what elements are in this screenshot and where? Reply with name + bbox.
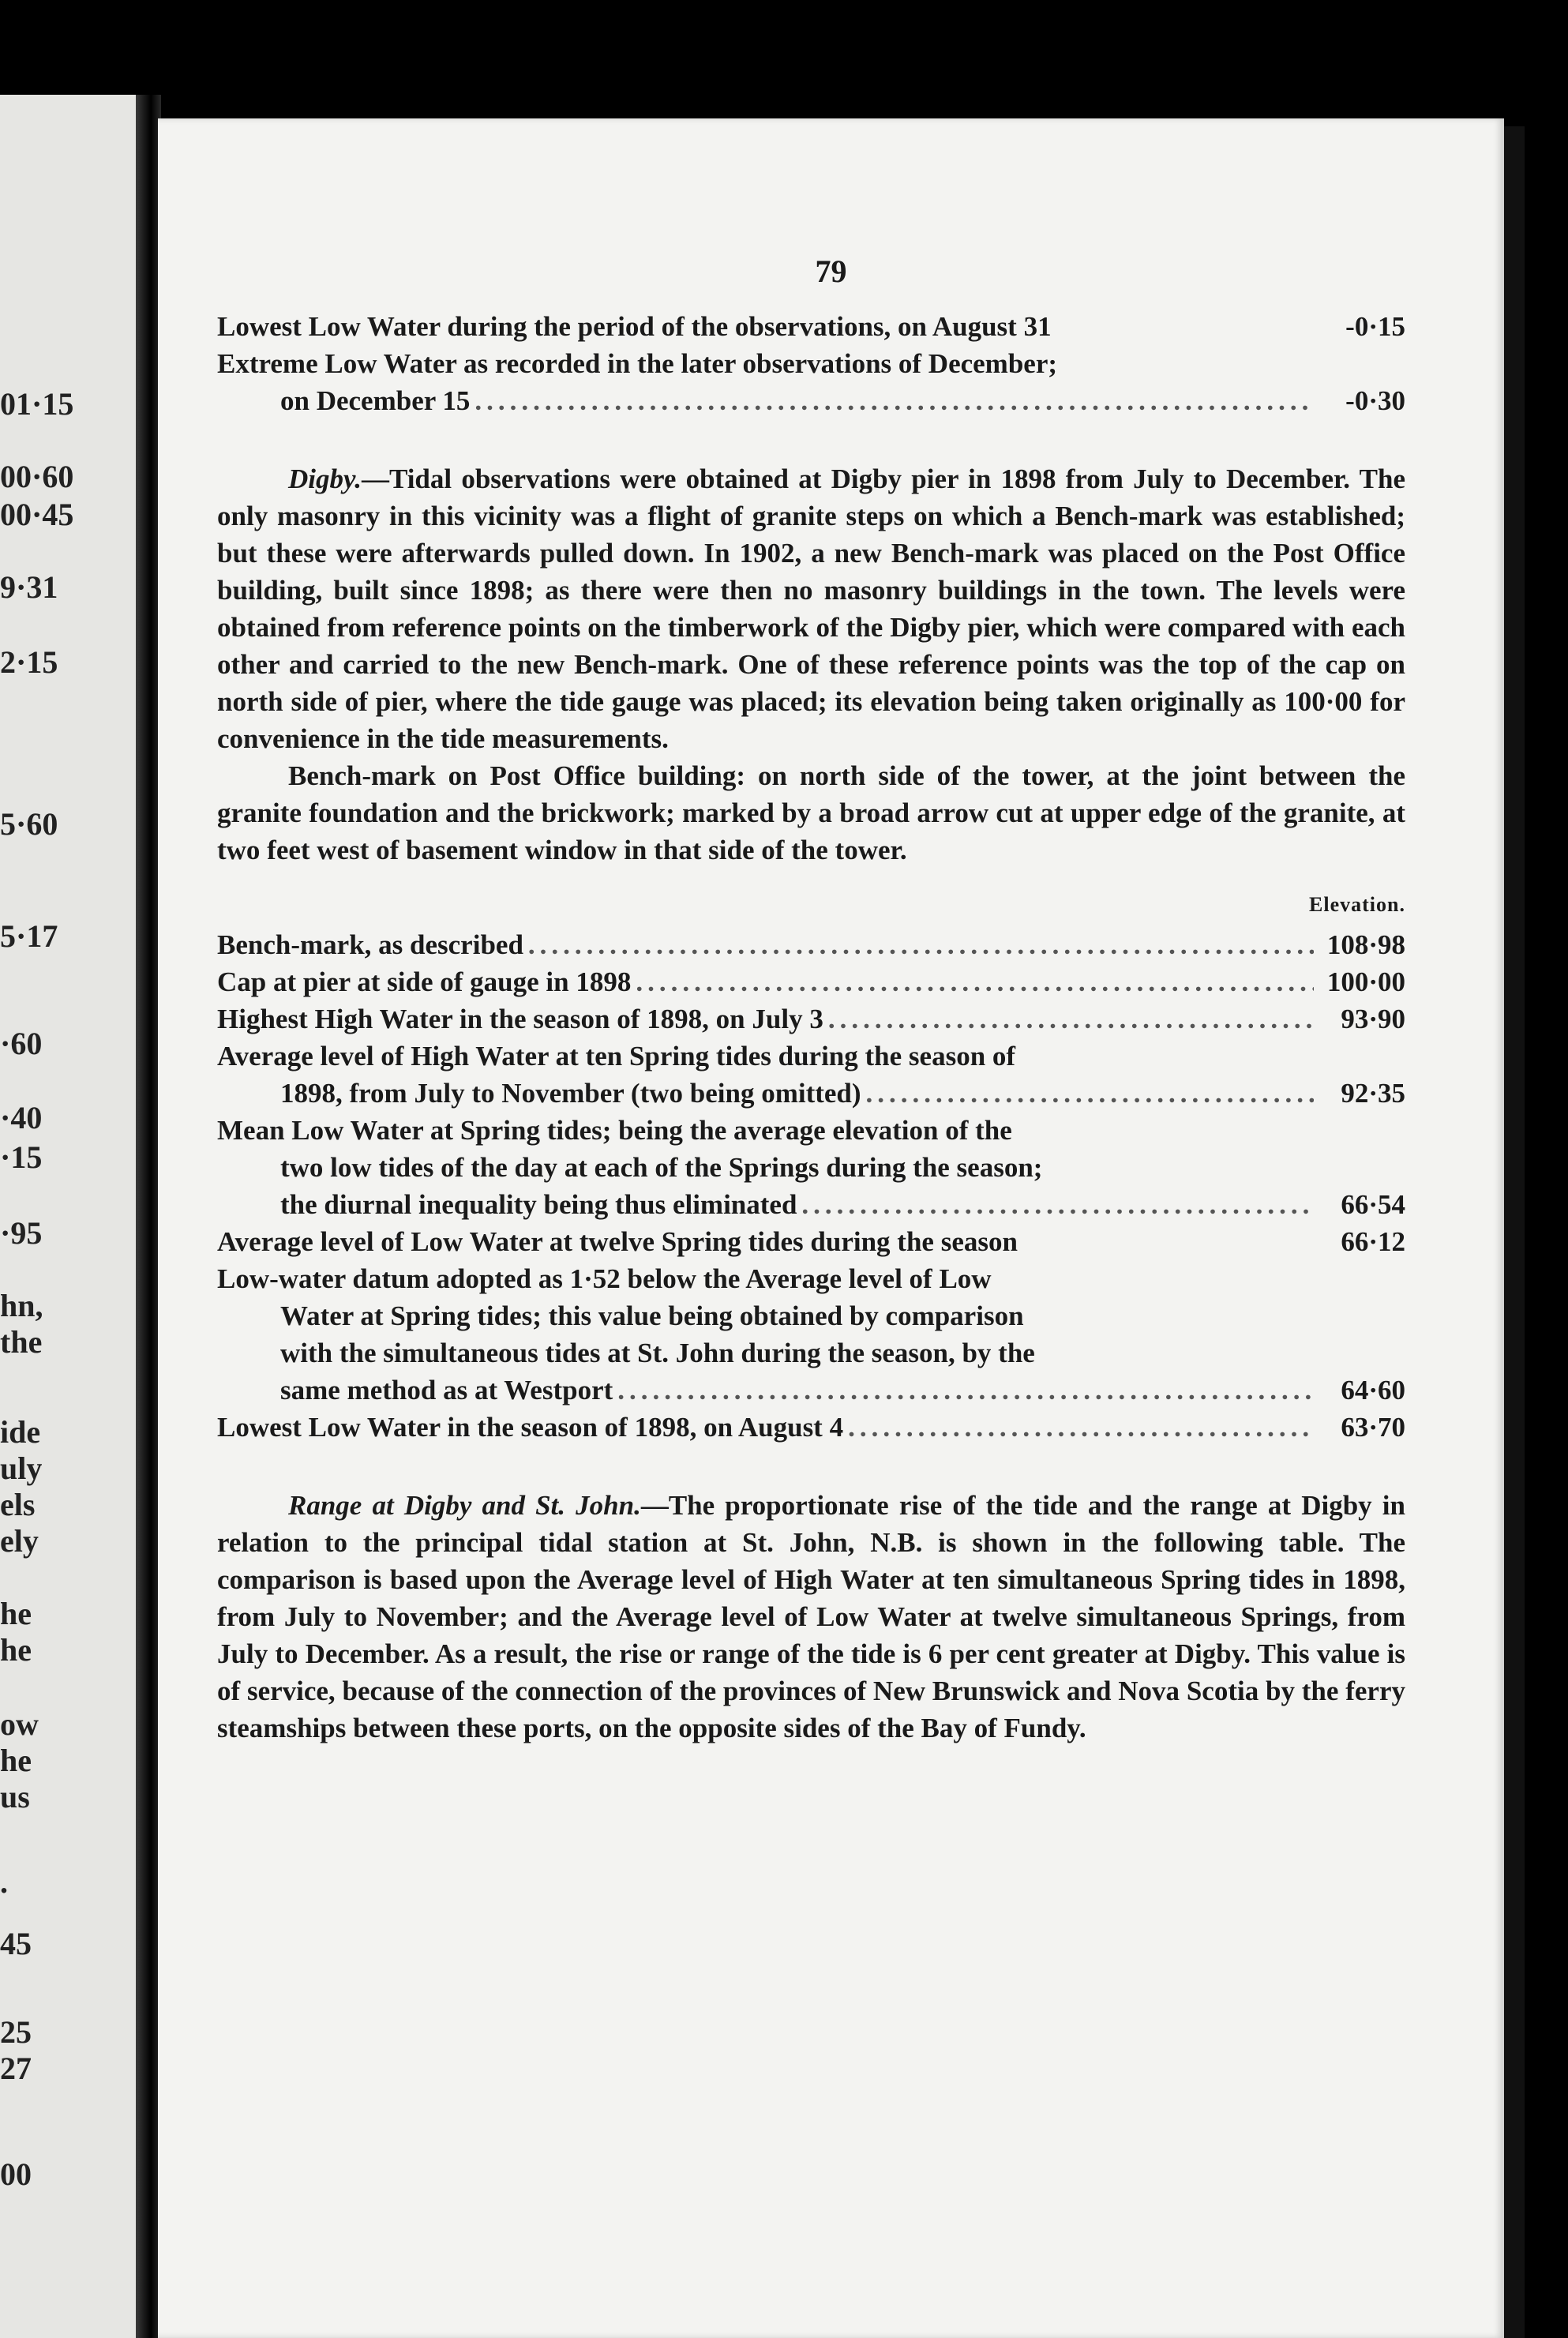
margin-fragment: ·15 (0, 1139, 43, 1175)
margin-fragment: he (0, 1632, 32, 1668)
margin-fragment: ·95 (0, 1215, 43, 1251)
margin-fragment: ow (0, 1706, 39, 1742)
range-text: —The proportionate rise of the tide and the range at Digby in relation to the principal tidal station at St. John, N.B. is shown in the following table. The comparison is based upon the Average level of High Water at ten simultaneous Spring tides in 1898, from July to November; and the Average level of Low Water at twelve simultaneous Springs, from July to December. As a result, the rise or range of the tide is 6 per cent greater at Digby. This value is of service, because of the connection of the provinces of New Brunswick and Nova Scotia by the ferry steamships between these ports, on the opposite sides of the Bay of Fundy. (217, 1490, 1405, 1743)
elevation-row-line (217, 1297, 1405, 1334)
row-label: on December 15 (280, 385, 471, 416)
dot-leader (528, 926, 1314, 963)
margin-fragment: ely (0, 1523, 39, 1559)
margin-fragment: 00 (0, 2156, 32, 2192)
elevation-row-line (217, 1334, 1405, 1372)
row-label: Highest High Water in the season of 1898, on July 3 (217, 1004, 823, 1034)
margin-fragment: ide (0, 1414, 41, 1450)
elevation-header: Elevation. (1309, 893, 1405, 916)
page-content (217, 308, 1405, 1747)
extreme-low-water-row (217, 345, 1405, 382)
margin-fragment: us (0, 1779, 30, 1814)
margin-fragment: the (0, 1324, 43, 1360)
dot-leader (475, 382, 1314, 419)
margin-fragment: 27 (0, 2051, 32, 2086)
row-value: 92·35 (1341, 1078, 1405, 1109)
margin-fragment: 5·60 (0, 806, 58, 842)
row-label: same method as at Westport (280, 1375, 613, 1405)
margin-fragment: hn, (0, 1288, 43, 1323)
elevation-row (217, 963, 1405, 1000)
elevation-row-cont (217, 1075, 1405, 1112)
margin-fragment: 25 (0, 2014, 32, 2050)
row-label: with the simultaneous tides at St. John during the season, by the (280, 1338, 1035, 1368)
row-label: Cap at pier at side of gauge in 1898 (217, 966, 632, 997)
row-value: -0·30 (1345, 385, 1405, 416)
row-value: 108·98 (1326, 929, 1405, 960)
page-number: 79 (815, 253, 847, 289)
elevation-row (217, 926, 1405, 963)
elevation-row (217, 1409, 1405, 1446)
margin-fragment: els (0, 1487, 36, 1522)
margin-fragment: 2·15 (0, 644, 58, 680)
elevation-row-cont (217, 1186, 1405, 1223)
row-value: -0·15 (1345, 311, 1405, 342)
row-value: 100·00 (1326, 966, 1405, 997)
row-label: Lowest Low Water in the season of 1898, on August 4 (217, 1412, 844, 1443)
elevation-row (217, 1000, 1405, 1038)
margin-fragment: 00·60 (0, 459, 74, 494)
margin-fragment: he (0, 1743, 32, 1778)
dot-leader (828, 1000, 1314, 1038)
row-label: the diurnal inequality being thus eliminated (280, 1189, 797, 1220)
margin-fragment: 01·15 (0, 386, 74, 422)
row-label: Extreme Low Water as recorded in the later observations of December; (217, 348, 1058, 379)
margin-fragment: ·40 (0, 1100, 43, 1135)
margin-fragment: uly (0, 1450, 43, 1486)
row-label: Average level of Low Water at twelve Spring tides during the season (217, 1226, 1018, 1257)
margin-fragment: he (0, 1596, 32, 1631)
margin-fragment: 5·17 (0, 918, 58, 954)
row-value: 93·90 (1341, 1004, 1405, 1034)
previous-page-edge (0, 95, 150, 2338)
row-value: 64·60 (1341, 1375, 1405, 1405)
row-label: two low tides of the day at each of the Springs during the season; (280, 1152, 1043, 1183)
elevation-row-line (217, 1038, 1405, 1075)
row-label: Lowest Low Water during the period of the observations, on August 31 (217, 311, 1052, 342)
elevation-row-line (217, 1149, 1405, 1186)
margin-fragment: 9·31 (0, 569, 58, 605)
row-label: 1898, from July to November (two being omitted) (280, 1078, 861, 1109)
row-value: 63·70 (1341, 1412, 1405, 1443)
elevation-row-line (217, 1112, 1405, 1149)
row-label: Bench-mark, as described (217, 929, 523, 960)
digby-paragraph (217, 460, 1405, 757)
row-label: Low-water datum adopted as 1·52 below the Average level of Low (217, 1263, 992, 1294)
elevation-row (217, 1223, 1405, 1260)
dot-leader (848, 1409, 1314, 1446)
bench-mark-paragraph: Bench-mark on Post Office building: on north side of the tower, at the joint between the granite foundation and the brickwork; marked by a broad arrow cut at upper edge of the granite, at two feet west of basement window in that side of the tower. (217, 760, 1405, 865)
row-value: 66·54 (1341, 1189, 1405, 1220)
row-value: 66·12 (1341, 1226, 1405, 1257)
margin-fragment: 00·45 (0, 497, 74, 532)
dot-leader (617, 1372, 1314, 1409)
elevation-row-line (217, 1260, 1405, 1297)
row-label: Water at Spring tides; this value being obtained by comparison (280, 1300, 1024, 1331)
row-label: Average level of High Water at ten Spring tides during the season of (217, 1041, 1016, 1071)
digby-heading: Digby. (288, 463, 362, 494)
digby-text: —Tidal observations were obtained at Digby pier in 1898 from July to December. The only masonry in this vicinity was a flight of granite steps on which a Bench-mark was established; but these were afterwards pulled down. In 1902, a new Bench-mark was placed on the Post Office building, built since 1898; as there were then no masonry buildings in the town. The levels were obtained from reference points on the timberwork of the Digby pier, which were compared with each other and carried to the new Bench-mark. One of these reference points was the top of the cap on north side of pier, where the tide gauge was placed; its elevation being taken originally as 100·00 for convenience in the tide measurements. (217, 463, 1405, 754)
elevation-row-cont (217, 1372, 1405, 1409)
extreme-low-water-cont (217, 382, 1405, 419)
margin-fragment: 45 (0, 1926, 32, 1961)
dot-leader (636, 963, 1314, 1000)
dot-leader (801, 1186, 1314, 1223)
row-label: Mean Low Water at Spring tides; being the average elevation of the (217, 1115, 1012, 1146)
lowest-low-water-row (217, 308, 1405, 345)
range-heading: Range at Digby and St. John. (288, 1490, 641, 1521)
margin-fragment: ·60 (0, 1026, 43, 1061)
dot-leader (866, 1075, 1314, 1112)
margin-fragment: . (0, 1864, 8, 1900)
book-page (158, 118, 1504, 2338)
range-paragraph (217, 1487, 1405, 1747)
